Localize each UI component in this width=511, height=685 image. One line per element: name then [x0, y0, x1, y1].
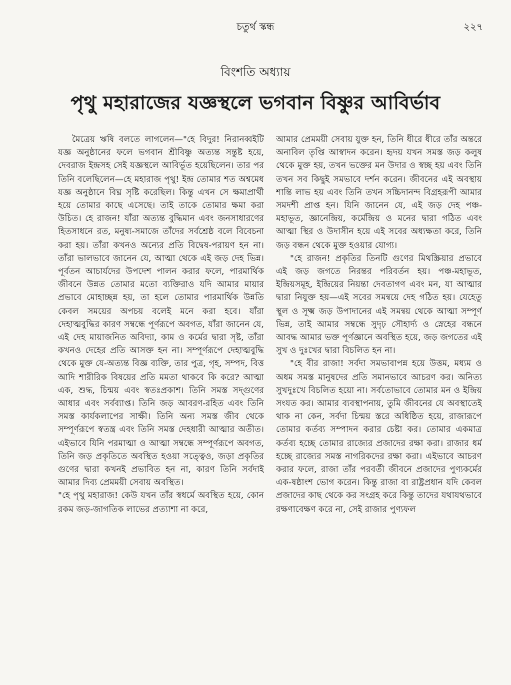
paragraph: "হে বীর রাজা! সর্বদা সমভাবাপন্ন হয়ে উত্তম, মধ্যম ও অধম সমস্ত মানুষদের প্রতি সমানভাবে আচরণ কর। অনিত্য সুখদুঃখে বিচলিত হয়ো না। সর্বতোভাবে তোমার মন ও ইন্দ্রিয় সংযত কর। আমার ব্যবস্থাপনায়, তুমি জীবনের যে অবস্থাতেই থাক না কেন, সর্বদা চিন্ময় স্তরে অধিষ্ঠিত হয়ে, রাজারূপে তোমার কর্তব্য সম্পাদন করার চেষ্টা কর। তোমার একমাত্র কর্তব্য হচ্ছে তোমার রাজ্যের প্রজাদের রক্ষা করা। রাজার ধর্ম হচ্ছে রাজ্যের সমস্ত নাগরিকদের রক্ষা করা। এইভাবে আচরণ করার ফলে, রাজা তাঁর পরবর্তী জীবনে প্রজাদের পুণ্যকর্মের এক-ষষ্ঠাংশ ভোগ করেন। কিন্তু রাজা বা রাষ্ট্রপ্রধান যদি কেবল প্রজাদের কাছ থেকে কর সংগ্রহ করে কিন্তু তাদের যথাযথভাবে রক্ষণাবেক্ষণ করে না, সেই রাজার পুণ্যফল: [276, 359, 482, 515]
paragraph: আমার প্রেমময়ী সেবায় যুক্ত হন, তিনি ধীরে ধীরে তাঁর অন্তরে অনাবিল তৃপ্তি আস্বাদন করেন। হৃদয় যখন সমস্ত জড় কলুষ থেকে মুক্ত হয়, তখন ভক্তের মন উদার ও স্বচ্ছ হয় এবং তিনি তখন সব কিছুই সমভাবে দর্শন করেন। জীবনের এই অবস্থায় শান্তি লাভ হয় এবং তিনি তখন সচ্চিদানন্দ বিগ্রহরূপী আমার সমদশী প্রাপ্ত হন। যিনি জানেন যে, এই জড় দেহ পঞ্চ-মহাভূত, জ্ঞানেন্দ্রিয়, কর্মেন্দ্রিয় ও মনের দ্বারা গঠিত এবং আত্মা স্থির ও উদাসীন হয়ে এই সবের অধ্যক্ষতা করে, তিনি জড় বন্ধন থেকে মুক্ত হওয়ার যোগ্য।: [276, 135, 482, 251]
paragraph: "হে রাজন! প্রকৃতির তিনটি গুণের মিথস্ক্রিয়ার প্রভাবে এই জড় জগতে নিরন্তর পরিবর্তন হয়। পঞ্চ-মহাভূত, ইন্দ্রিয়সমূহ, ইন্দ্রিয়ের নিয়ন্তা দেবতাগণ এবং মন, যা আত্মার দ্বারা নিযুক্ত হয়—এই সবের সমন্বয়ে দেহ গঠিত হয়। যেহেতু স্থূল ও সূক্ষ্ম জড় উপাদানের এই সমন্বয় থেকে আত্মা সম্পূর্ণ ভিন্ন, তাই আমার সম্বন্ধে সুদৃঢ় সৌহার্দ্য ও স্নেহের বন্ধনে আবদ্ধ আমার ভক্ত পূর্ণজ্ঞানে অবস্থিত হয়ে, জড় জগতের এই সুখ ও দুঃখের দ্বারা বিচলিত হন না।: [276, 253, 482, 357]
paragraph: মৈত্রেয় ঋষি বলতে লাগলেন—"হে বিদুর! নিরানব্বইটি যজ্ঞ অনুষ্ঠানের ফলে ভগবান শ্রীবিষ্ণু অত্যন্ত সন্তুষ্ট হয়ে, দেবরাজ ইন্দ্রসহ সেই যজ্ঞস্থলে আবির্ভূত হয়েছিলেন। তার পর তিনি বলেছিলেন—হে মহারাজ পৃথু! ইন্দ্র তোমার শত অশ্বমেধ যজ্ঞ অনুষ্ঠানে বিঘ্ন সৃষ্টি করেছিল। কিন্তু এখন সে ক্ষমাপ্রার্থী হয়ে তোমার কাছে এসেছে। তাই তাকে তোমার ক্ষমা করা উচিত। হে রাজন! যাঁরা অত্যন্ত বুদ্ধিমান এবং জনসাধারণের হিতসাধনে রত, মনুষ্য-সমাজে তাঁদের সর্বশ্রেষ্ঠ বলে বিবেচনা করা হয়। তাঁরা কখনও অন্যের প্রতি বিদ্বেষ-পরায়ণ হন না। তাঁরা ভালভাবে জানেন যে, আত্মা থেকে এই জড় দেহ ভিন্ন। পূর্বতন আচার্যদের উপদেশ পালন করার ফলে, পারমার্থিক জীবনে উন্নত তোমার মতো ব্যক্তিরাও যদি আমার মায়ার প্রভাবে মোহাচ্ছন্ন হয়, তা হলে তোমার পারমার্থিক উন্নতি কেবল সময়ের অপচয় বলেই মনে করা হবে। যাঁরা দেহাত্মবুদ্ধির কারণ সম্বন্ধে পূর্ণরূপে অবগত, যাঁরা জানেন যে, এই দেহ মায়াজনিত অবিদ্যা, কাম ও কর্মের দ্বারা সৃষ্ট, তাঁরা কখনও দেহের প্রতি আসক্ত হন না। সম্পূর্ণরূপে দেহাত্মবুদ্ধি থেকে মুক্ত যে-অত্যন্ত বিজ্ঞ ব্যক্তি, তার পুত্র, গৃহ, সম্পদ, বিত্ত আদি শারীরিক বিষয়ের প্রতি মমতা থাকবে কি করে? আত্মা এক, শুদ্ধ, চিন্ময় এবং স্বতঃপ্রকাশ। তিনি সমস্ত সদ্গুণের আধার এবং সর্বব্যাপ্ত। তিনি জড় আবরণ-রহিত এবং তিনি সমস্ত কার্যকলাপের সাক্ষী। তিনি অন্য সমস্ত জীব থেকে সম্পূর্ণরূপে স্বতন্ত্র এবং তিনি সমস্ত দেহধারী আত্মার অতীত। এইভাবে যিনি পরমাত্মা ও আত্মা সম্বন্ধে সম্পূর্ণরূপে অবগত, তিনি জড় প্রকৃতিতে অবস্থিত হওয়া সত্ত্বেও, জড়া প্রকৃতির গুণের দ্বারা কখনই প্রভাবিত হন না, কারণ তিনি সর্বদাই আমার দিব্য প্রেমময়ী সেবায় অবস্থিত।: [58, 135, 264, 489]
page-header: [0, 20, 511, 36]
left-column: [58, 134, 264, 679]
chapter-title: পৃথু মহারাজের যজ্ঞস্থলে ভগবান বিষ্ণুর আবির্ভাব: [70, 92, 441, 114]
right-column: [276, 134, 482, 679]
page-number: ২২৭: [463, 22, 483, 33]
chapter-number: বিংশতি অধ্যায়: [220, 65, 291, 79]
paragraph: "হে পৃথু মহারাজ! কেউ যখন তাঁর স্বধর্মে অবস্থিত হয়ে, কোন রকম জড়-জাগতিক লাভের প্রত্যাশা না করে,: [58, 491, 264, 515]
section-label: চতুর্থ স্কন্ধ: [236, 22, 275, 33]
